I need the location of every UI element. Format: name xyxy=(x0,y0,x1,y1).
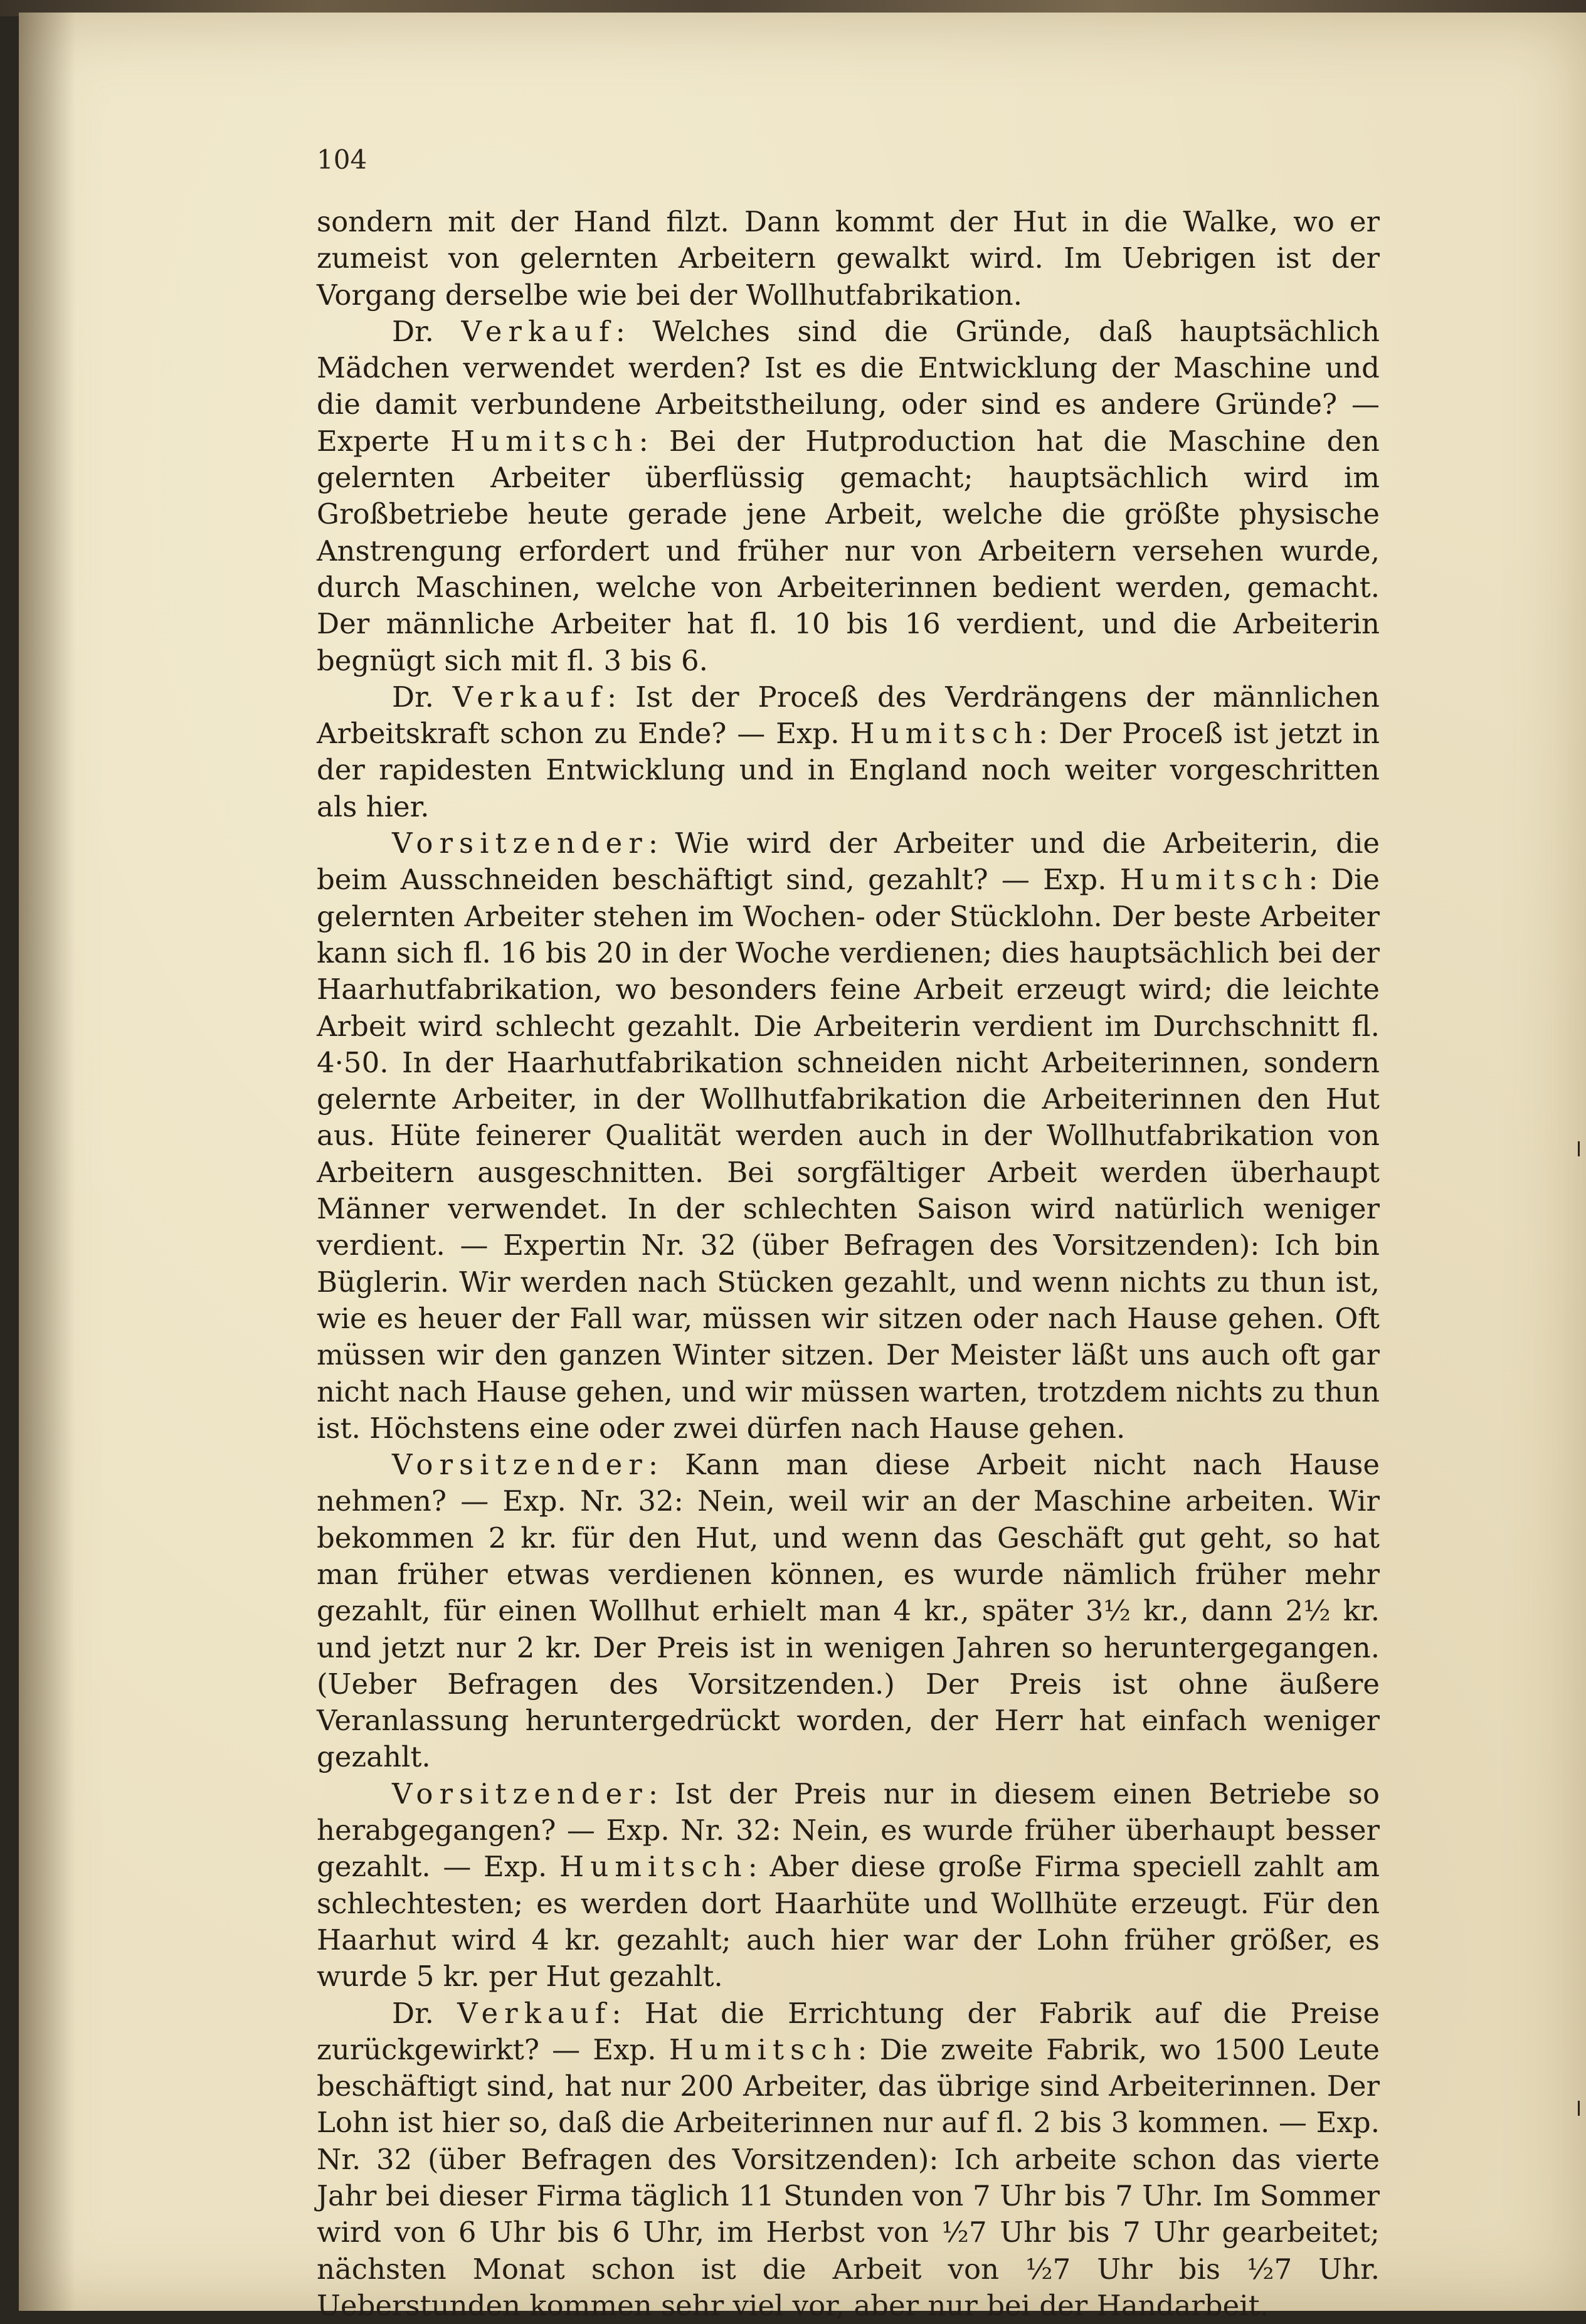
text-segment: : Welches sind die Gründe, daß hauptsächlich Mädchen verwendet werden? Ist es die Entwicklung der Maschine und die damit verbundene Arbeitstheilung, oder sind es andere Gründe? — Experte xyxy=(317,314,1380,458)
paragraph xyxy=(317,1447,1380,1776)
text-segment: : Der Proceß ist jetzt in der rapidesten Entwicklung und in England noch weiter vorgeschritten als hier. xyxy=(317,717,1380,823)
gutter-shadow xyxy=(19,13,75,2311)
paragraph xyxy=(317,825,1380,1447)
speaker-name: Humitsch xyxy=(450,424,639,458)
speaker-name: Verkauf xyxy=(452,680,607,714)
text-segment: : Ist der Proceß des Verdrängens der männlichen Arbeitskraft schon zu Ende? — Exp. xyxy=(317,680,1380,751)
speaker-name: Vorsitzender xyxy=(392,827,648,860)
text-segment: : Die gelernten Arbeiter stehen im Wochen- oder Stücklohn. Der beste Arbeiter kann sich fl. 16 bis 20 in der Woche verdienen; dies hauptsächlich bei der Haarhutfabrikation, wo besonders feine Arbeit erzeugt wird; die leichte Arbeit wird schlecht gezahlt. Die Arbeiterin verdient im Durchschnitt fl. 4·50. In der Haarhutfabrikation schneiden nicht Arbeiterinnen, sondern gelernte Arbeiter, in der Wollhutfabrikation die Arbeiterinnen den Hut aus. Hüte feinerer Qualität werden auch in der Wollhutfabrikation von Arbeitern ausgeschnitten. Bei sorgfältiger Arbeit werden überhaupt Männer verwendet. In der schlechten Saison wird natürlich weniger verdient. — Expertin Nr. 32 (über Befragen des Vorsitzenden): Ich bin Büglerin. Wir werden nach Stücken gezahlt, und wenn nichts zu thun ist, wie es heuer der Fall war, müssen wir sitzen oder nach Hause gehen. Oft müssen wir den ganzen Winter sitzen. Der Meister läßt uns auch oft gar nicht nach Hause gehen, und wir müssen warten, trotzdem nichts zu thun ist. Höchstens eine oder zwei dürfen nach Hause gehen. xyxy=(317,863,1380,1445)
text-segment: : Hat die Errichtung der Fabrik auf die Preise zurückgewirkt? — Exp. xyxy=(317,1996,1380,2066)
speaker-name: Verkauf xyxy=(457,1996,612,2030)
page-number: 104 xyxy=(317,144,367,175)
text-segment: : Aber diese große Firma speciell zahlt am schlechtesten; es werden dort Haarhüte und Wollhüte erzeugt. Für den Haarhut wird 4 kr. gezahlt; auch hier war der Lohn früher größer, es wurde 5 kr. per Hut gezahlt. xyxy=(317,1850,1380,1994)
margin-mark xyxy=(1578,1141,1580,1156)
text-segment: Dr. xyxy=(392,1996,458,2030)
text-segment: Dr. xyxy=(392,680,453,714)
speaker-name: Humitsch xyxy=(559,1850,748,1884)
margin-mark xyxy=(1578,2101,1580,2116)
speaker-name: Vorsitzender xyxy=(392,1777,648,1810)
text-segment: : Ist der Preis nur in diesem einen Betriebe so herabgegangen? — Exp. Nr. 32: Nein, es wurde früher überhaupt besser gezahlt. — Exp. xyxy=(317,1777,1380,1884)
speaker-name: Humitsch xyxy=(669,2032,858,2066)
speaker-name: Verkauf xyxy=(461,314,616,348)
text-segment: : Die zweite Fabrik, wo 1500 Leute beschäftigt sind, hat nur 200 Arbeiter, das übrige sind Arbeiterinnen. Der Lohn ist hier so, daß die Arbeiterinnen nur auf fl. 2 bis 3 kommen. — Exp. Nr. 32 (über Befragen des Vorsitzenden): Ich arbeite schon das vierte Jahr bei dieser Firma täglich 11 Stunden von 7 Uhr bis 7 Uhr. Im Sommer wird von 6 Uhr bis 6 Uhr, im Herbst von ½7 Uhr bis 7 Uhr gearbeitet; nächsten Monat schon ist die Arbeit von ½7 Uhr bis ½7 Uhr. Ueberstunden kommen sehr viel vor, aber nur bei der Handarbeit. xyxy=(317,2032,1380,2322)
text-segment: : Wie wird der Arbeiter und die Arbeiterin, die beim Ausschneiden beschäftigt sind, gezahlt? — Exp. xyxy=(317,827,1380,897)
text-segment: sondern mit der Hand filzt. Dann kommt der Hut in die Walke, wo er zumeist von gelernten Arbeitern gewalkt wird. Im Uebrigen ist der Vorgang derselbe wie bei der Wollhutfabrikation. xyxy=(317,205,1380,312)
paragraph xyxy=(317,1995,1380,2324)
paragraph xyxy=(317,679,1380,825)
paragraph xyxy=(317,314,1380,679)
paragraph xyxy=(317,204,1380,314)
speaker-name: Vorsitzender xyxy=(392,1448,648,1482)
text-segment: Dr. xyxy=(392,314,462,348)
text-segment: : Bei der Hutproduction hat die Maschine den gelernten Arbeiter überflüssig gemacht; hauptsächlich wird im Großbetriebe heute gerade jene Arbeit, welche die größte physische Anstrengung erfordert und früher nur von Arbeitern versehen wurde, durch Maschinen, welche von Arbeiterinnen bedient werden, gemacht. Der männliche Arbeiter hat fl. 10 bis 16 verdient, und die Arbeiterin begnügt sich mit fl. 3 bis 6. xyxy=(317,424,1380,677)
speaker-name: Humitsch xyxy=(850,717,1039,751)
text-segment: : Kann man diese Arbeit nicht nach Hause nehmen? — Exp. Nr. 32: Nein, weil wir an der Maschine arbeiten. Wir bekommen 2 kr. für den Hut, und wenn das Geschäft gut geht, so hat man früher etwas verdienen können, es wurde nämlich früher mehr gezahlt, für einen Wollhut erhielt man 4 kr., später 3½ kr., dann 2½ kr. und jetzt nur 2 kr. Der Preis ist in wenigen Jahren so heruntergegangen. (Ueber Befragen des Vorsitzenden.) Der Preis ist ohne äußere Veranlassung heruntergedrückt worden, der Herr hat einfach weniger gezahlt. xyxy=(317,1448,1380,1774)
speaker-name: Humitsch xyxy=(1119,863,1309,897)
body-text xyxy=(317,204,1380,2324)
paragraph xyxy=(317,1776,1380,1995)
